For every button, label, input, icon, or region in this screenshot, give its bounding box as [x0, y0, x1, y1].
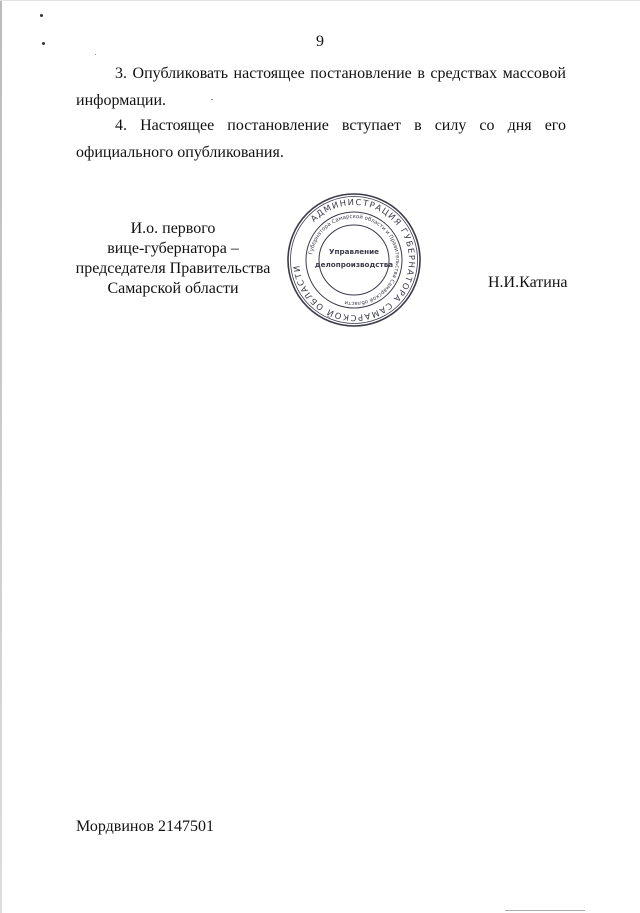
paragraph-4-word: постановление — [227, 117, 329, 134]
scan-speck — [505, 910, 585, 911]
signatory-title-line: И.о. первого — [130, 220, 216, 237]
paragraph-4-word: дня — [507, 117, 532, 134]
paragraph-4-word: со — [479, 117, 495, 134]
paragraph-4 — [76, 112, 566, 166]
stamp-seal-icon — [285, 191, 423, 329]
signatory-title-line: Самарской области — [107, 280, 239, 297]
signatory-title — [73, 219, 273, 299]
signatory-title-line: вице-губернатора – — [107, 240, 239, 257]
paragraph-3-word: настоящее — [233, 65, 305, 82]
scan-edge-top — [0, 0, 640, 1]
stamp-outer-text: АДМИНИСТРАЦИЯ ГУБЕРНАТОРА САМАРСКОЙ ОБЛАСТИ — [291, 196, 418, 324]
paragraph-3-word: 3. — [115, 65, 127, 82]
scan-speck — [95, 54, 96, 55]
paragraph-3-word: Опубликовать — [132, 65, 229, 82]
signatory-name: Н.И.Катина — [488, 274, 568, 291]
scan-speck — [211, 99, 213, 100]
stamp-inner-ring-text: Губернатора Самарской области и Правительства Самарской области — [308, 213, 401, 307]
paragraph-3-word: массовой — [502, 65, 566, 82]
paragraph-4-line-1 — [76, 112, 566, 139]
signatory-title-line: председателя Правительства — [75, 260, 271, 277]
scan-speck — [42, 42, 45, 45]
paragraph-3 — [76, 60, 566, 114]
paragraph-4-line-2: официального опубликования. — [76, 144, 284, 161]
paragraph-4-word: Настоящее — [140, 117, 215, 134]
stamp-center-line-2: делопроизводства — [314, 260, 394, 269]
page-number: 9 — [316, 33, 324, 50]
stamp-center-line-1: Управление — [328, 247, 380, 256]
executor-info: Мордвинов 2147501 — [76, 818, 214, 835]
official-stamp — [285, 191, 423, 329]
scan-edge-left — [0, 0, 2, 913]
paragraph-4-word: его — [544, 117, 566, 134]
paragraph-3-line-2: информации. — [76, 92, 167, 109]
paragraph-3-word: в — [417, 65, 425, 82]
paragraph-4-word: силу — [434, 117, 467, 134]
paragraph-4-word: вступает — [341, 117, 401, 134]
paragraph-3-line-1 — [76, 60, 566, 87]
paragraph-4-word: в — [414, 117, 422, 134]
paragraph-3-word: средствах — [430, 65, 498, 82]
scan-speck — [40, 14, 43, 17]
paragraph-3-word: постановление — [310, 65, 412, 82]
paragraph-4-word: 4. — [115, 117, 127, 134]
